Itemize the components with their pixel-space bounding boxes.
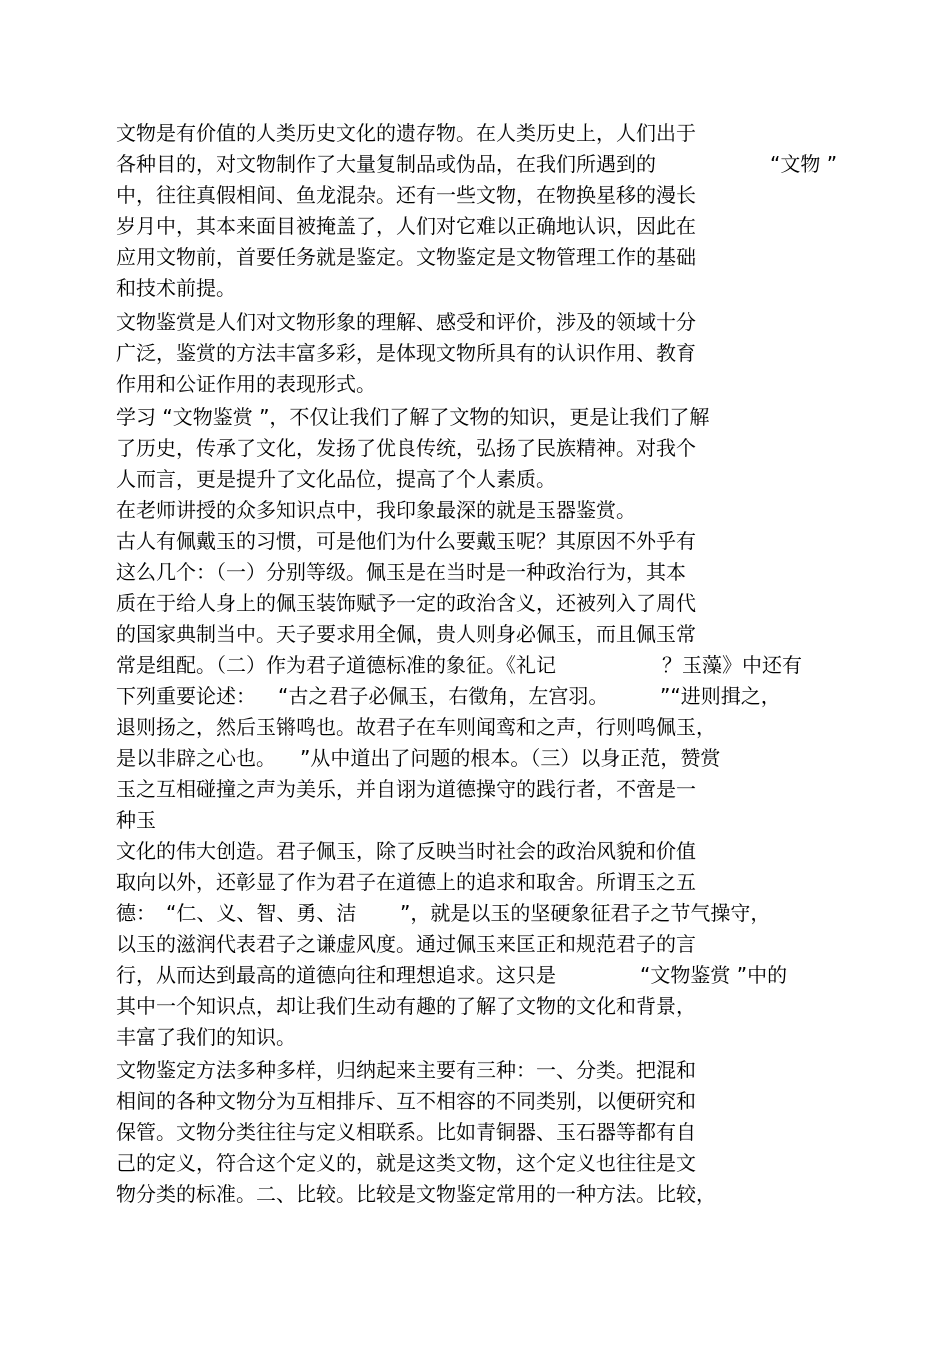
text-line: 应用文物前，首要任务就是鉴定。文物鉴定是文物管理工作的基础: [116, 245, 696, 269]
text-line: 己的定义，符合这个定义的，就是这类文物，这个定义也往往是文: [116, 1151, 696, 1175]
text-line: 作用和公证作用的表现形式。: [116, 372, 376, 396]
text-line: 在老师讲授的众多知识点中，我印象最深的就是玉器鉴赏。: [116, 498, 636, 522]
text-segment: 常是组配。（二）作为君子道德标准的象征。《礼记: [116, 653, 556, 677]
quotation: “古之君子必佩玉，右徵角，左宫羽。: [278, 684, 609, 708]
quoted-term: “文物 ”: [770, 152, 838, 176]
text-line: 种玉: [116, 808, 156, 832]
text-line: 广泛，鉴赏的方法丰富多彩，是体现文物所具有的认识作用、教育: [116, 341, 696, 365]
text-line: 退则扬之，然后玉锵鸣也。故君子在车则闻鸾和之声，行则鸣佩玉，: [116, 715, 716, 739]
text-line: 以玉的滋润代表君子之谦虚风度。通过佩玉来匡正和规范君子的言: [116, 932, 696, 956]
text-line: 物分类的标准。二、比较。比较是文物鉴定常用的一种方法。比较，: [116, 1182, 716, 1206]
text-segment: 行，从而达到最高的道德向往和理想追求。这只是: [116, 963, 556, 987]
text-line: 文物是有价值的人类历史文化的遗存物。在人类历史上，人们出于: [116, 121, 696, 145]
text-line: 岁月中，其本来面目被掩盖了，人们对它难以正确地认识，因此在: [116, 214, 696, 238]
text-segment: 下列重要论述：: [116, 684, 256, 708]
text-segment: ”从中道出了问题的根本。（三）以身正范，赞赏: [300, 746, 721, 770]
text-line: 这么几个：（一）分别等级。佩玉是在当时是一种政治行为，其本: [116, 560, 686, 584]
text-line: 其中一个知识点，却让我们生动有趣的了解了文物的文化和背景，: [116, 994, 696, 1018]
text-line: 古人有佩戴玉的习惯，可是他们为什么要戴玉呢？其原因不外乎有: [116, 529, 696, 553]
text-line: 的国家典制当中。天子要求用全佩，贵人则身必佩玉，而且佩玉常: [116, 622, 696, 646]
text-line: 丰富了我们的知识。: [116, 1025, 296, 1049]
quotation: “仁、义、智、勇、洁: [166, 901, 357, 925]
text-line: 和技术前提。: [116, 276, 236, 300]
text-segment: 德：: [116, 901, 156, 925]
text-segment: ？玉藻》中还有: [662, 653, 802, 677]
text-segment: ”，就是以玉的坚硬象征君子之节气操守，: [400, 901, 771, 925]
text-line: 文物鉴赏是人们对文物形象的理解、感受和评价，涉及的领域十分: [116, 310, 696, 334]
text-line: 文物鉴定方法多种多样，归纳起来主要有三种：一、分类。把混和: [116, 1058, 696, 1082]
text-line: 人而言，更是提升了文化品位，提高了个人素质。: [116, 467, 556, 491]
text-line: 文化的伟大创造。君子佩玉，除了反映当时社会的政治风貌和价值: [116, 839, 696, 863]
text-line: 中，往往真假相间、鱼龙混杂。还有一些文物，在物换星移的漫长: [116, 183, 696, 207]
text-segment: 各种目的，对文物制作了大量复制品或伪品，在我们所遇到的: [116, 152, 656, 176]
text-line: 取向以外，还彰显了作为君子在道德上的追求和取舍。所谓玉之五: [116, 870, 696, 894]
text-line: 学习 “文物鉴赏 ”，不仅让我们了解了文物的知识，更是让我们了解: [116, 405, 710, 429]
text-segment: 是以非辟之心也。: [116, 746, 276, 770]
text-line: 了历史，传承了文化，发扬了优良传统，弘扬了民族精神。对我个: [116, 436, 696, 460]
text-line: 保管。文物分类往往与定义相联系。比如青铜器、玉石器等都有自: [116, 1120, 696, 1144]
quotation: ”“进则揖之，: [660, 684, 781, 708]
text-line: 相间的各种文物分为互相排斥、互不相容的不同类别，以便研究和: [116, 1089, 696, 1113]
quoted-term: “文物鉴赏 ”中的: [640, 963, 788, 987]
text-line: 质在于给人身上的佩玉装饰赋予一定的政治含义，还被列入了周代: [116, 591, 696, 615]
text-line: 玉之互相碰撞之声为美乐，并自诩为道德操守的践行者，不啻是一: [116, 777, 696, 801]
